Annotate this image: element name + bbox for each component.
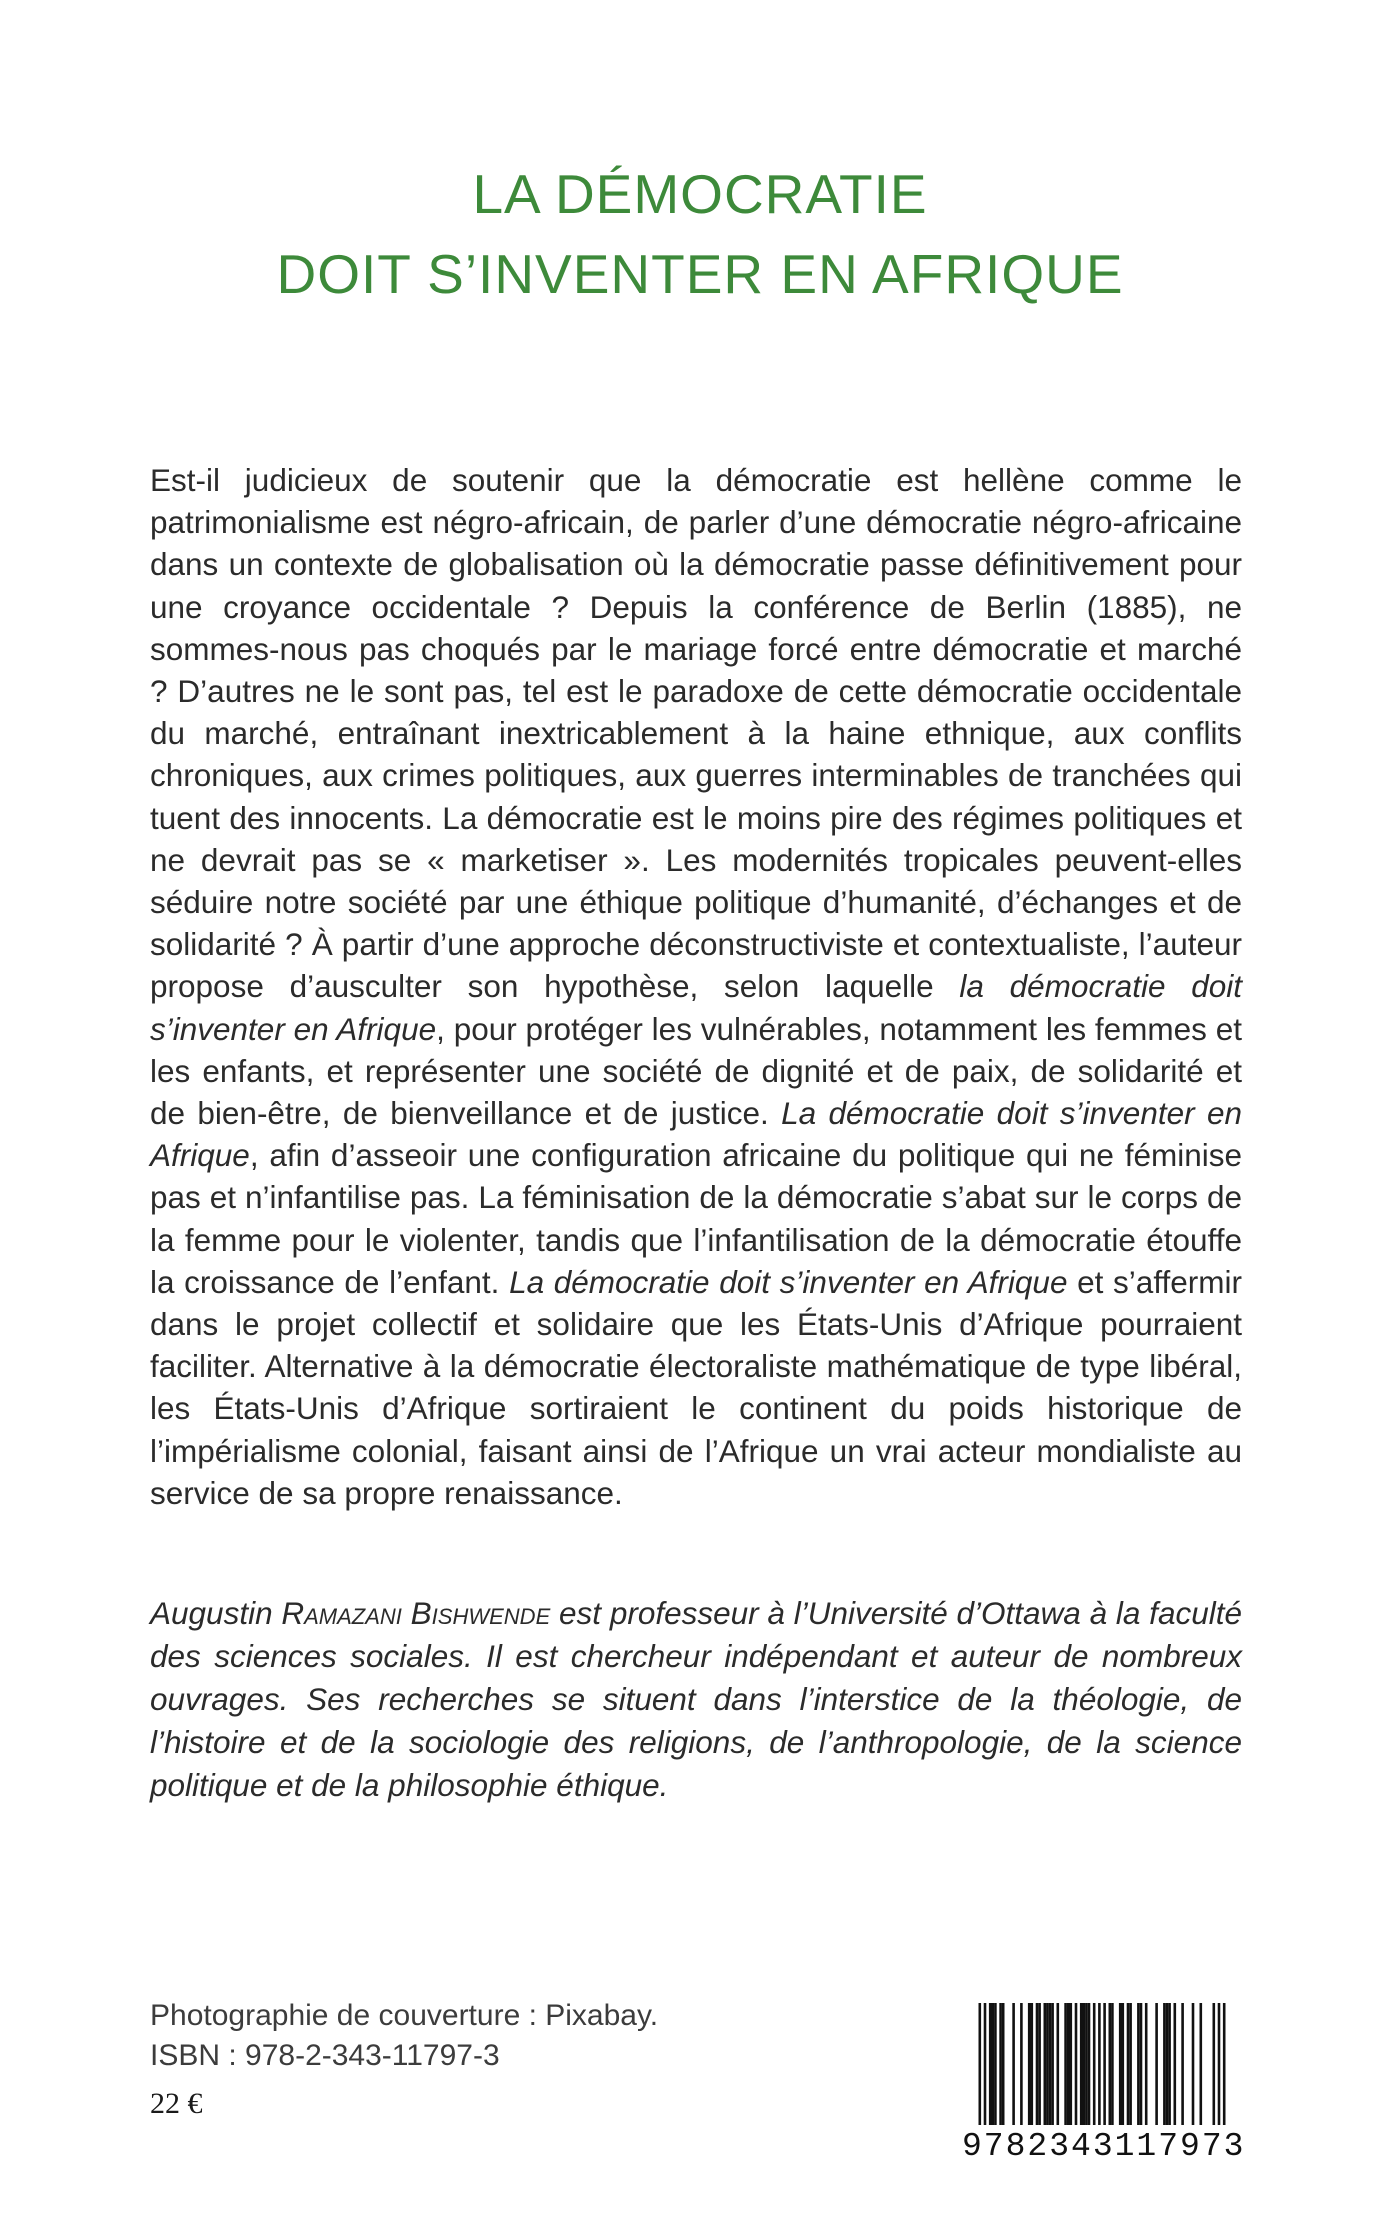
barcode-bar <box>1067 2003 1070 2125</box>
barcode-bar <box>992 2003 995 2125</box>
title-line-2: DOIT S’INVENTER EN AFRIQUE <box>276 243 1124 305</box>
barcode-bar <box>1020 2003 1023 2125</box>
barcode-bar <box>1098 2003 1101 2125</box>
barcode-bar <box>1111 2003 1114 2125</box>
summary-italic-1: la démocratie doit s’inventer en Afrique <box>150 968 1242 1047</box>
barcode-bar <box>1155 2003 1158 2125</box>
barcode-bar <box>1002 2003 1005 2125</box>
isbn: ISBN : 978-2-343-11797-3 <box>150 2039 500 2072</box>
barcode-bar <box>1070 2003 1073 2125</box>
summary-part-4: et s’affermir dans le projet collectif et solidaire que les États-Unis d’Afrique pourraient faciliter. Alternative à la démocratie électoraliste mathématique de type libéral, les États-Unis d’Afrique sortiraient le continent du poids historique de l’impérialisme colonial, faisant ainsi de l’Afrique un vrai acteur mondialiste au service de sa propre renaissance. <box>150 1263 1242 1511</box>
barcode-bars <box>962 2003 1242 2133</box>
barcode-bar <box>984 2003 987 2125</box>
summary-paragraph <box>150 459 1242 1514</box>
barcode-bar <box>1223 2003 1226 2125</box>
barcode-bar <box>1051 2003 1054 2125</box>
barcode-bar <box>1028 2003 1031 2125</box>
barcode-bar <box>1137 2003 1140 2125</box>
author-bio <box>150 1592 1242 1807</box>
barcode-bar <box>1145 2003 1148 2125</box>
barcode-bar <box>1192 2003 1195 2125</box>
barcode-bar <box>1129 2003 1132 2125</box>
barcode-bar <box>1064 2003 1067 2125</box>
title-line-1: LA DÉMOCRATIE <box>472 163 928 225</box>
author-last-name: Ramazani Bishwende <box>281 1595 551 1631</box>
photo-credit: Photographie de couverture : Pixabay. <box>150 1999 659 2032</box>
barcode-bar <box>1200 2003 1203 2125</box>
barcode-bar <box>1181 2003 1184 2125</box>
summary-text <box>150 459 1242 1514</box>
barcode-bar <box>1218 2003 1221 2125</box>
barcode-bar <box>1049 2003 1052 2125</box>
barcode <box>962 2003 1246 2181</box>
barcode-bar <box>1038 2003 1041 2125</box>
barcode-bar <box>1109 2003 1112 2125</box>
barcode-bar <box>999 2003 1002 2125</box>
barcode-digits: 9782343117973 <box>962 2128 1246 2165</box>
barcode-bar <box>1168 2003 1171 2125</box>
summary-part-1: Est-il judicieux de soutenir que la démocratie est hellène comme le patrimonialisme est négro-africain, de parler d’une démocratie négro-africaine dans un contexte de globalisation où la démocratie passe définitivement pour une croyance occidentale ? Depuis la conférence de Berlin (1885), ne sommes-nous pas choqués par le mariage forcé entre démocratie et marché ? D’autres ne le sont pas, tel est le paradoxe de cette démocratie occidentale du marché, entraînant inextricablement à la haine ethnique, aux conflits chroniques, aux crimes politiques, aux guerres interminables de tranchées qui tuent des innocents. La démocratie est le moins pire des régimes politiques et ne devrait pas se « marketiser ». Les modernités tropicales peuvent-elles séduire notre société par une éthique politique d’humanité, d’échanges et de solidarité ? À partir d’une approche déconstructiviste et contextualiste, l’auteur propose d’ausculter son hypothèse, selon laquelle <box>150 462 1242 1005</box>
barcode-bar <box>989 2003 992 2125</box>
barcode-bar <box>1163 2003 1166 2125</box>
barcode-bar <box>1174 2003 1177 2125</box>
barcode-bar <box>1036 2003 1039 2125</box>
barcode-bar <box>1122 2003 1125 2125</box>
barcode-bar <box>1057 2003 1060 2125</box>
barcode-bar <box>1140 2003 1143 2125</box>
author-first-name: Augustin <box>150 1595 282 1631</box>
barcode-bar <box>1012 2003 1015 2125</box>
barcode-bar <box>1088 2003 1091 2125</box>
barcode-bar <box>1046 2003 1049 2125</box>
barcode-bar <box>1093 2003 1096 2125</box>
barcode-bar <box>1085 2003 1088 2125</box>
summary-italic-2: La démocratie doit s’inventer en Afrique <box>150 1095 1242 1174</box>
barcode-bar <box>1119 2003 1122 2125</box>
author-bio-text: est professeur à l’Université d’Ottawa à la faculté des sciences sociales. Il est chercheur indépendant et auteur de nombreux ouvrages. Ses recherches se situent dans l’interstice de la théologie, de l’histoire et de la sociologie des religions, de l’anthropologie, de la science politique et de la philosophie éthique. <box>150 1595 1242 1803</box>
barcode-bar <box>1127 2003 1130 2125</box>
summary-part-2: , pour protéger les vulnérables, notamment les femmes et les enfants, et représenter une société de dignité et de paix, de solidarité et de bien-être, de bienveillance et de justice. <box>150 1010 1243 1132</box>
barcode-bar <box>1213 2003 1216 2125</box>
barcode-bar <box>1075 2003 1078 2125</box>
barcode-bar <box>1103 2003 1106 2125</box>
price: 22 € <box>150 2087 203 2120</box>
barcode-bar <box>1080 2003 1083 2125</box>
barcode-bar <box>994 2003 997 2125</box>
barcode-bar <box>979 2003 982 2125</box>
summary-italic-3: La démocratie doit s’inventer en Afrique <box>509 1263 1068 1300</box>
barcode-bar <box>1031 2003 1034 2125</box>
barcode-bar <box>1044 2003 1047 2125</box>
barcode-bar <box>1083 2003 1086 2125</box>
barcode-bar <box>1166 2003 1169 2125</box>
summary-part-3: , afin d’asseoir une configuration africaine du politique qui ne féminise pas et n’infantilise pas. La féminisation de la démocratie s’abat sur le corps de la femme pour le violenter, tandis que l’infantilisation de la démocratie étouffe la croissance de l’enfant. <box>150 1137 1242 1300</box>
